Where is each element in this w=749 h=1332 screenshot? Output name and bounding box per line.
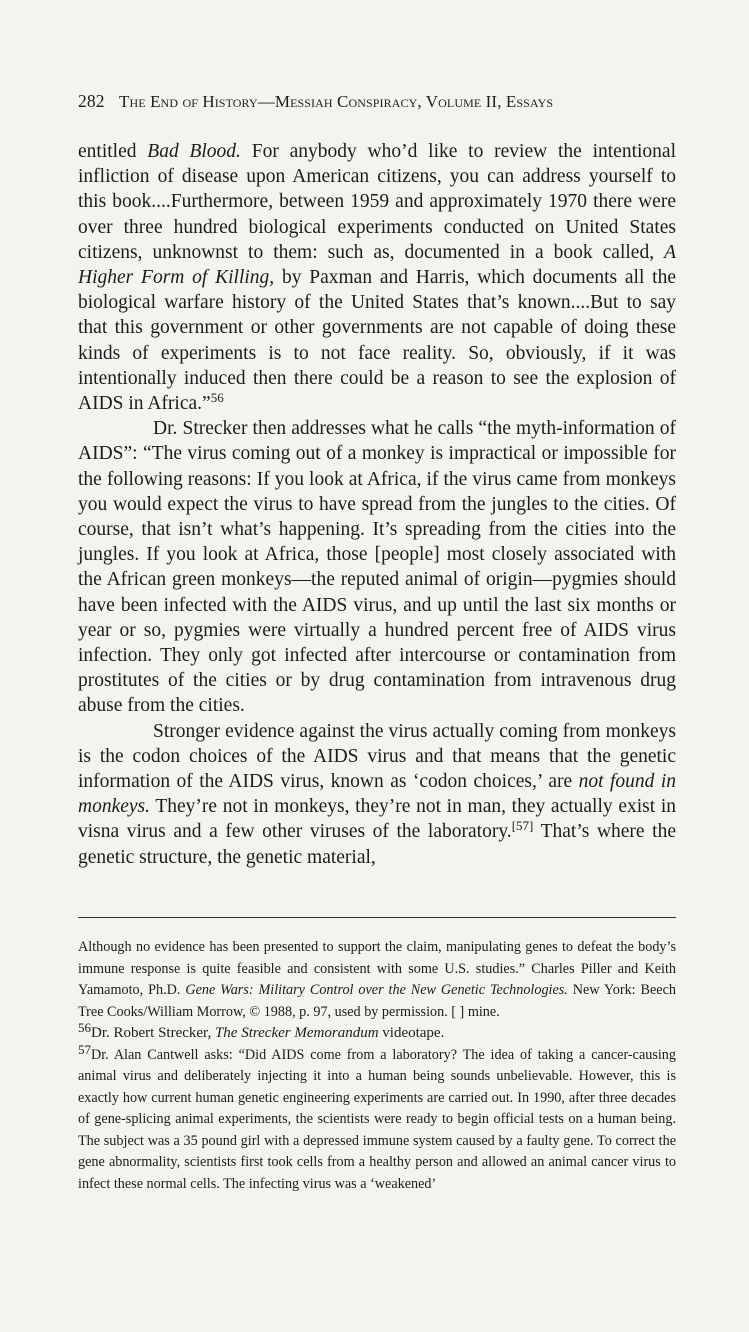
paragraph-2: Dr. Strecker then addresses what he calls “the myth-information of AIDS”: “The virus coming out of a monkey is impractical or impossible for the following reasons: If you look at Africa, if the virus came from monkeys you would expect the virus to have spread from the jungles to the cities. Of course, that isn’t what’s happening. It’s spreading from the cities into the jungles. If you look at Africa, those [people] most closely associated with the African green monkeys—the reputed animal of origin—pygmies should have been infected with the AIDS virus, and up until the last six months or year or so, pygmies were virtually a hundred percent free of AIDS virus infection. They only got infected after intercourse or contamination from prostitutes of the cities or by drug contamination from intravenous drug abuse from the cities. [78, 418, 676, 717]
paragraph-3 [78, 719, 676, 870]
footnote-ref-57: [57] [511, 818, 534, 834]
text-run: Stronger evidence against the virus actually coming from monkeys is the codon choices of the AIDS virus and that means that the genetic information of the AIDS virus, known as ‘codon choices,’ are [78, 720, 676, 793]
running-header [78, 91, 553, 112]
footnotes [78, 937, 676, 1195]
footnote-number: 57 [78, 1041, 91, 1057]
text-run: For anybody who’d like to review the intentional infliction of disease upon American citizens, you can address yourself to this book....Furthermore, between 1959 and approximately 1970 there were over three hundred biological experiments conducted on United States citizens, unknownst to them: such as, documented in a book called, [78, 141, 676, 263]
text-run: New York: Beech Tree Cooks/William Morrow, © 1988, p. 97, used by permission. [ ] mine. [78, 982, 676, 1020]
book-title: A Higher Form of Killing, [78, 241, 676, 289]
text-run: Although no evidence has been presented to support the claim, manipulating genes to defeat the body’s immune response is quite feasible and consistent with some U.S. studies.” Charles Piller and Keith Yamamoto, Ph.D. [78, 939, 676, 998]
page-number: 282 [78, 91, 105, 111]
footnote-ref-56: 56 [210, 390, 224, 406]
main-text [78, 139, 676, 870]
book-title: Gene Wars: Military Control over the New Genetic Technologies. [185, 982, 568, 998]
footnote-divider [78, 917, 676, 918]
text-run: videotape. [378, 1025, 445, 1041]
footnote-continuation [78, 937, 676, 1023]
book-title: Bad Blood. [147, 141, 241, 162]
text-run: That’s where the genetic structure, the genetic material, [78, 821, 676, 868]
footnote-57 [78, 1041, 676, 1196]
running-title: The End of History—Messiah Conspiracy, Volume II, Essays [119, 92, 554, 111]
paragraph-1 [78, 139, 676, 416]
emphasis: not found in monkeys. [78, 771, 676, 818]
footnote-number: 56 [78, 1020, 91, 1035]
footnote-56 [78, 1020, 676, 1045]
text-run: entitled [78, 141, 148, 162]
text-run: Dr. Alan Cantwell asks: “Did AIDS come from a laboratory? The idea of taking a cancer-causing animal virus and deliberately injecting it into a human being sounds unbelievable. However, this is exactly how current human genetic engineering experiments are carried out. In 1990, after three decades of gene-splicing animal experiments, the scientists were ready to begin official tests on a human being. The subject was a 35 pound girl with a depressed immune system caused by a faulty gene. To correct the gene abnormality, scientists first took cells from a healthy person and allowed an animal cancer virus to infect these normal cells. The infecting virus was a ‘weakened’ [78, 1046, 676, 1192]
text-run: They’re not in monkeys, they’re not in man, they actually exist in visna virus and a few other viruses of the laboratory. [78, 796, 676, 843]
video-title: The Strecker Memorandum [214, 1025, 379, 1041]
text-run: by Paxman and Harris, which documents all the biological warfare history of the United States that’s known....But to say that this government or other governments are not capable of doing these kinds of experiments is to not face reality. So, obviously, if it was intentionally induced then there could be a reason to see the explosion of AIDS in Africa.” [78, 267, 677, 415]
text-run: Dr. Robert Strecker, [91, 1025, 215, 1041]
